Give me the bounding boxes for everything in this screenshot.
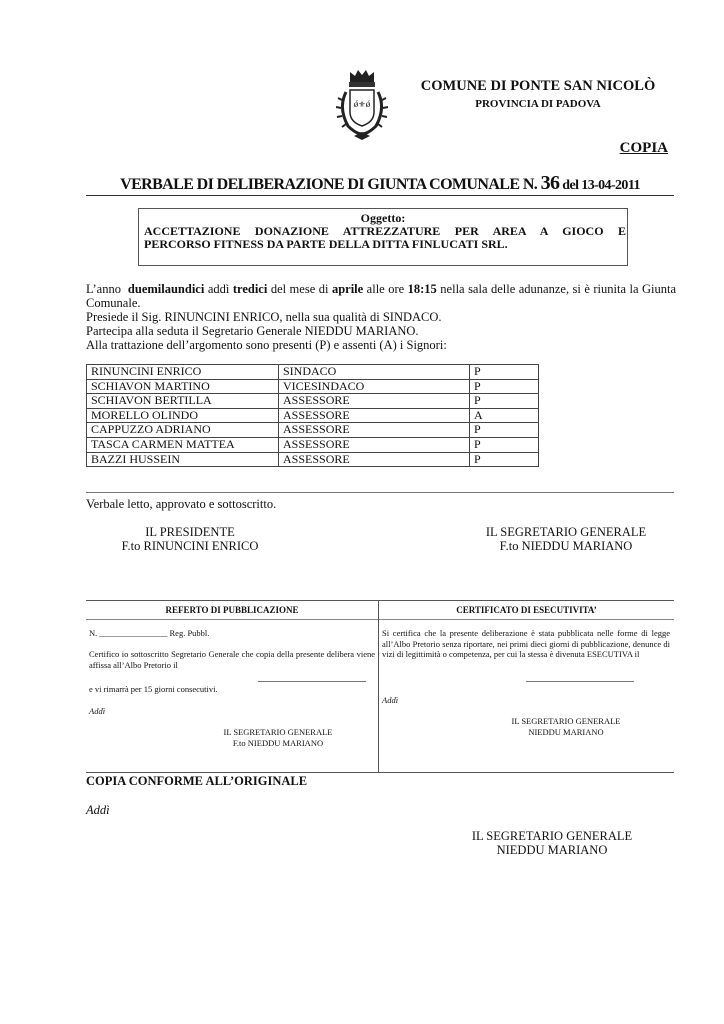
conforme-sig-title: IL SEGRETARIO GENERALE [471, 829, 633, 843]
intro-ora: 18:15 [407, 282, 437, 296]
certificato-sig-name: NIEDDU MARIANO [528, 726, 604, 737]
oggetto-line-2: PERCORSO FITNESS DA PARTE DELLA DITTA FINLUCATI SRL. [144, 237, 508, 251]
member-status: P [470, 379, 539, 394]
member-status: P [470, 365, 539, 380]
title-rule [86, 195, 674, 196]
member-row [87, 452, 539, 467]
member-name: MORELLO OLINDO [87, 408, 279, 423]
pub-top-rule [86, 600, 674, 601]
referto-n-line [89, 628, 375, 639]
intro-lanno: L’anno [86, 282, 121, 296]
intro-rest: nella sala delle adunanze, si è riunita la Giunta [440, 282, 677, 296]
member-status: P [470, 452, 539, 467]
presidente-title: IL PRESIDENTE [145, 525, 235, 539]
member-row [87, 379, 539, 394]
deliberation-date: del 13-04-2011 [559, 178, 640, 193]
conforme-label: COPIA CONFORME ALL’ORIGINALE [86, 774, 308, 788]
member-status: P [470, 394, 539, 409]
intro-mese: aprile [331, 282, 364, 296]
referto-addi: Addì [89, 706, 106, 716]
certificato-label-rule [379, 619, 674, 620]
certificato-signature [486, 716, 646, 737]
intro-giorno: tredici [232, 282, 268, 296]
intro-del-mese: del mese di [270, 282, 329, 296]
provincia-name: PROVINCIA DI PADOVA [475, 98, 601, 110]
member-name: BAZZI HUSSEIN [87, 452, 279, 467]
comune-name: COMUNE DI PONTE SAN NICOLÒ [420, 78, 656, 94]
certificato-addi: Addì [382, 695, 399, 705]
conforme-addi: Addì [86, 803, 110, 817]
referto-label: REFERTO DI PUBBLICAZIONE [165, 605, 299, 615]
referto-signature [198, 727, 358, 748]
oggetto-line-1: ACCETTAZIONE DONAZIONE ATTREZZATURE PER AREA A GIOCO E [144, 224, 626, 238]
intro-comunale: Comunale. [86, 296, 141, 310]
referto-sig-title: IL SEGRETARIO GENERALE [223, 727, 333, 737]
title-prefix: VERBALE DI DELIBERAZIONE DI GIUNTA COMUNALE N. [120, 176, 541, 193]
certificato-label: CERTIFICATO DI ESECUTIVITA’ [456, 605, 597, 615]
deliberation-number: 36 [540, 172, 560, 194]
member-status: P [470, 423, 539, 438]
member-row [87, 437, 539, 452]
member-status: A [470, 408, 539, 423]
intro-trattazione: Alla trattazione dell’argomento sono presenti (P) e assenti (A) i Signori: [86, 338, 447, 352]
member-name: TASCA CARMEN MATTEA [87, 437, 279, 452]
segretario-name: F.to NIEDDU MARIANO [499, 539, 633, 553]
intro-paragraph [86, 282, 676, 296]
verbale-text: Verbale letto, approvato e sottoscritto. [86, 497, 277, 511]
pub-bottom-rule [86, 772, 674, 773]
municipal-crest-icon [336, 68, 388, 144]
svg-text:ǿ⚜ǿ: ǿ⚜ǿ [353, 100, 371, 109]
referto-reg: Reg. Pubbl. [169, 628, 210, 638]
member-row [87, 365, 539, 380]
intro-alle-ore: alle ore [366, 282, 405, 296]
document-title [86, 172, 674, 195]
members-table [86, 364, 539, 467]
referto-label-rule [86, 619, 378, 620]
member-row [87, 394, 539, 409]
member-role: ASSESSORE [279, 394, 470, 409]
conforme-sig-name: NIEDDU MARIANO [496, 843, 608, 857]
member-name: RINUNCINI ENRICO [87, 365, 279, 380]
referto-n-blank: ________________ [99, 628, 168, 638]
referto-sig-name: F.to NIEDDU MARIANO [232, 737, 324, 748]
intro-partecipa: Partecipa alla seduta il Segretario Generale NIEDDU MARIANO. [86, 324, 419, 338]
presidente-name: F.to RINUNCINI ENRICO [121, 539, 259, 553]
member-role: ASSESSORE [279, 437, 470, 452]
member-role: SINDACO [279, 365, 470, 380]
referto-date-line [258, 681, 366, 682]
referto-certifico: Certifico io sottoscritto Segretario Generale che copia della presente delibera viene affissa all’Albo Pretorio il [89, 649, 375, 670]
member-row [87, 423, 539, 438]
member-name: SCHIAVON MARTINO [87, 379, 279, 394]
certificato-text: Si certifica che la presente deliberazione è stata pubblicata nelle forme di legge all’Albo Pretorio senza riportare, nei primi dieci giorni di pubblicazione, denunce di vizi di legittimità o competenza, per cui la stessa è divenuta ESECUTIVA il [382, 628, 670, 659]
member-role: ASSESSORE [279, 452, 470, 467]
segretario-signature [466, 525, 666, 553]
certificato-sig-title: IL SEGRETARIO GENERALE [511, 716, 621, 726]
presidente-signature [100, 525, 280, 553]
intro-anno: duemilaundici [127, 282, 205, 296]
member-name: CAPPUZZO ADRIANO [87, 423, 279, 438]
oggetto-label: Oggetto: [360, 211, 406, 225]
intro-presiede: Presiede il Sig. RINUNCINI ENRICO, nella sua qualità di SINDACO. [86, 310, 442, 324]
member-status: P [470, 437, 539, 452]
members-rule [86, 492, 674, 493]
member-row [87, 408, 539, 423]
intro-addi: addì [207, 282, 230, 296]
member-role: VICESINDACO [279, 379, 470, 394]
copia-label: COPIA [619, 140, 668, 156]
referto-rimarra: e vi rimarrà per 15 giorni consecutivi. [89, 684, 218, 694]
member-role: ASSESSORE [279, 423, 470, 438]
certificato-date-line [526, 681, 634, 682]
member-name: SCHIAVON BERTILLA [87, 394, 279, 409]
conforme-signature [462, 829, 642, 857]
oggetto-text [144, 225, 626, 251]
pub-divider [378, 600, 379, 772]
member-role: ASSESSORE [279, 408, 470, 423]
referto-n-prefix: N. [89, 628, 98, 638]
segretario-title: IL SEGRETARIO GENERALE [485, 525, 647, 539]
